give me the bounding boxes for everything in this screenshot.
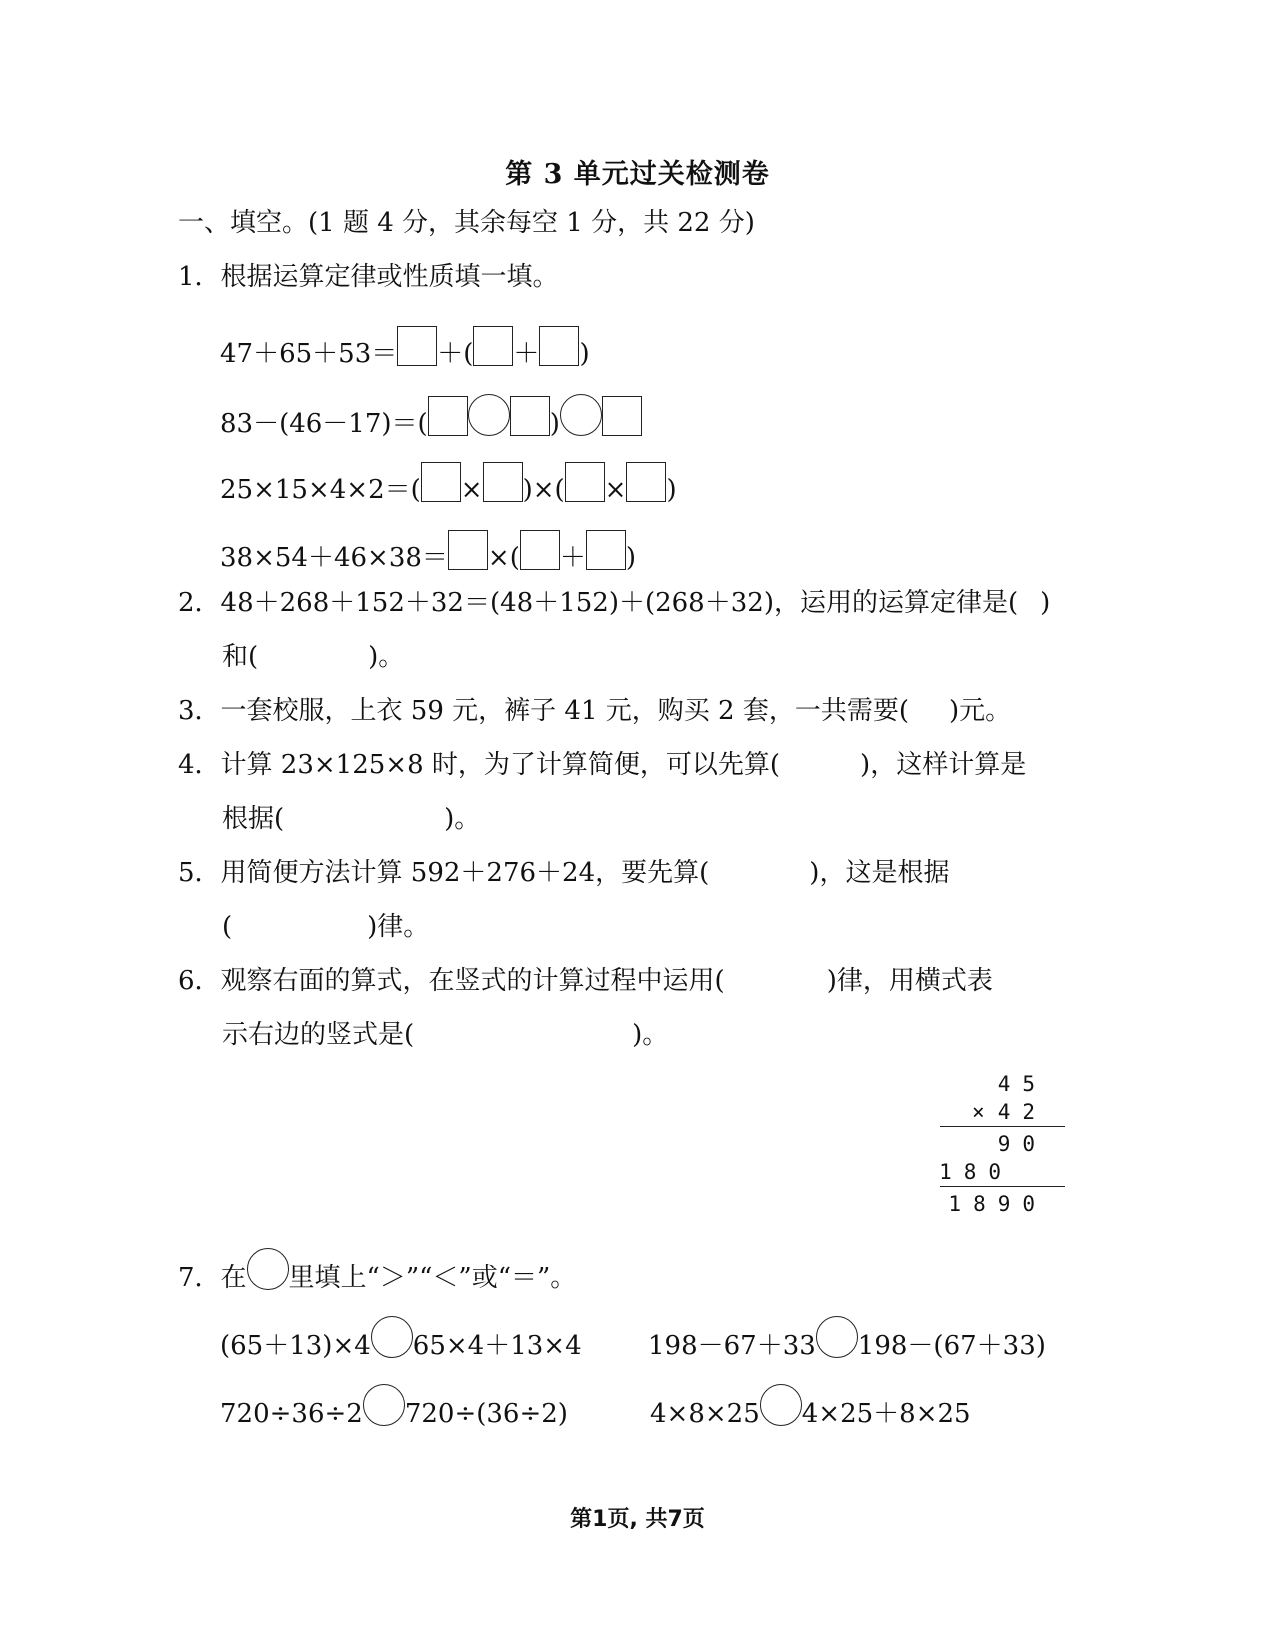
compare-3-right: 720÷(36÷2) xyxy=(404,1399,568,1429)
question-2-line-2 xyxy=(222,640,404,674)
compare-3-left: 720÷36÷2 xyxy=(220,1399,363,1429)
question-4-line-1 xyxy=(178,748,1026,782)
q4-text-c: 根据( xyxy=(222,804,285,834)
q2-text: 2．48＋268＋152＋32＝(48＋152)＋(268＋32)，运用的运算定律是( xyxy=(178,588,1019,618)
times-sign: × xyxy=(972,1100,985,1124)
q3-text: 3．一套校服，上衣 59 元，裤子 41 元，购买 2 套，一共需要( xyxy=(178,696,909,726)
answer-box[interactable] xyxy=(421,462,461,502)
answer-box[interactable] xyxy=(397,326,437,366)
q1-row-1 xyxy=(220,326,590,371)
q7-text-a: 7．在 xyxy=(178,1263,247,1293)
question-3 xyxy=(178,694,1011,728)
q2-close-2: )。 xyxy=(368,642,405,672)
answer-box[interactable] xyxy=(586,530,626,570)
compare-1-left: (65＋13)×4 xyxy=(220,1331,371,1361)
q5-text-c: ( xyxy=(222,912,233,942)
rule-line xyxy=(940,1126,1065,1127)
q2-close: ) xyxy=(1040,588,1051,618)
q1-r1-op-b: ＋ xyxy=(513,339,540,369)
q5-text-d: )律。 xyxy=(367,912,430,942)
compare-circle[interactable] xyxy=(816,1316,858,1358)
q1-r4-lhs: 38×54＋46×38＝ xyxy=(220,543,448,573)
q1-r3-op-d: ) xyxy=(666,475,677,505)
q1-row-4 xyxy=(220,530,636,575)
answer-box[interactable] xyxy=(448,530,488,570)
answer-box[interactable] xyxy=(565,462,605,502)
operator-circle[interactable] xyxy=(560,394,602,436)
q4-text-b: )，这样计算是 xyxy=(860,750,1027,780)
q1-r4-op-a: ×( xyxy=(487,543,520,573)
question-5-line-1 xyxy=(178,856,949,890)
compare-2 xyxy=(648,1316,1046,1363)
q1-r3-op-b: )×( xyxy=(522,475,565,505)
q2-text-2: 和( xyxy=(222,642,259,672)
compare-2-left: 198－67＋33 xyxy=(648,1331,816,1361)
q5-text: 5．用简便方法计算 592＋276＋24，要先算( xyxy=(178,858,710,888)
q3-close: )元。 xyxy=(948,696,1012,726)
question-1-stem: 1．根据运算定律或性质填一填。 xyxy=(178,262,559,292)
answer-box[interactable] xyxy=(510,396,550,436)
answer-box[interactable] xyxy=(520,530,560,570)
compare-circle[interactable] xyxy=(363,1384,405,1426)
operator-circle[interactable] xyxy=(468,394,510,436)
partial-product-2: 180 xyxy=(939,1160,1013,1184)
answer-box[interactable] xyxy=(602,396,642,436)
q1-r1-op-a: ＋( xyxy=(437,339,474,369)
section-heading: 一、填空。(1 题 4 分，其余每空 1 分，共 22 分) xyxy=(178,208,755,238)
q1-r3-lhs: 25×15×4×2＝( xyxy=(220,475,421,505)
question-7-stem xyxy=(178,1248,576,1295)
q1-r4-op-c: ) xyxy=(625,543,637,573)
multiplier: 42 xyxy=(997,1100,1047,1124)
q5-text-b: )，这是根据 xyxy=(809,858,950,888)
q1-r3-op-c: × xyxy=(604,475,627,505)
answer-box[interactable] xyxy=(428,396,468,436)
compare-4-right: 4×25＋8×25 xyxy=(801,1399,971,1429)
q1-row-3 xyxy=(220,462,677,507)
page-footer: 第1页, 共7页 xyxy=(570,1507,705,1532)
q4-text-d: )。 xyxy=(444,804,481,834)
compare-1-right: 65×4＋13×4 xyxy=(412,1331,582,1361)
q6-text-c: 示右边的竖式是( xyxy=(222,1020,415,1050)
compare-3 xyxy=(220,1384,568,1431)
rule-line xyxy=(940,1186,1065,1187)
compare-2-right: 198－(67＋33) xyxy=(857,1331,1046,1361)
q1-r4-op-b: ＋ xyxy=(559,543,586,573)
partial-product-1: 90 xyxy=(997,1132,1047,1156)
product: 1890 xyxy=(948,1192,1047,1216)
compare-circle xyxy=(247,1248,289,1290)
q6-text-d: )。 xyxy=(632,1020,669,1050)
question-4-line-2 xyxy=(222,802,480,836)
answer-box[interactable] xyxy=(473,326,513,366)
compare-4-left: 4×8×25 xyxy=(650,1399,760,1429)
q1-r2-op-a: ) xyxy=(549,409,560,439)
question-2-line-1 xyxy=(178,586,1050,620)
page-title: 第 3 单元过关检测卷 xyxy=(505,159,770,190)
q6-text: 6．观察右面的算式，在竖式的计算过程中运用( xyxy=(178,966,725,996)
answer-box[interactable] xyxy=(539,326,579,366)
question-6-line-1 xyxy=(178,964,993,998)
q6-text-b: )律，用横式表 xyxy=(826,966,993,996)
answer-box[interactable] xyxy=(483,462,523,502)
compare-1 xyxy=(220,1316,582,1363)
compare-4 xyxy=(650,1384,971,1431)
question-5-line-2 xyxy=(222,910,429,944)
q7-text-b: 里填上“＞”“＜”或“＝”。 xyxy=(288,1263,577,1293)
answer-box[interactable] xyxy=(626,462,666,502)
q1-row-2 xyxy=(220,394,642,441)
compare-circle[interactable] xyxy=(371,1316,413,1358)
compare-circle[interactable] xyxy=(760,1384,802,1426)
q4-text: 4．计算 23×125×8 时，为了计算简便，可以先算( xyxy=(178,750,781,780)
q1-r3-op-a: × xyxy=(460,475,483,505)
q1-r1-op-c: ) xyxy=(579,339,590,369)
q1-r2-lhs: 83－(46－17)＝( xyxy=(220,409,428,439)
multiplicand: 45 xyxy=(997,1072,1047,1096)
q1-r1-lhs: 47＋65＋53＝ xyxy=(220,339,398,369)
question-6-line-2 xyxy=(222,1018,668,1052)
